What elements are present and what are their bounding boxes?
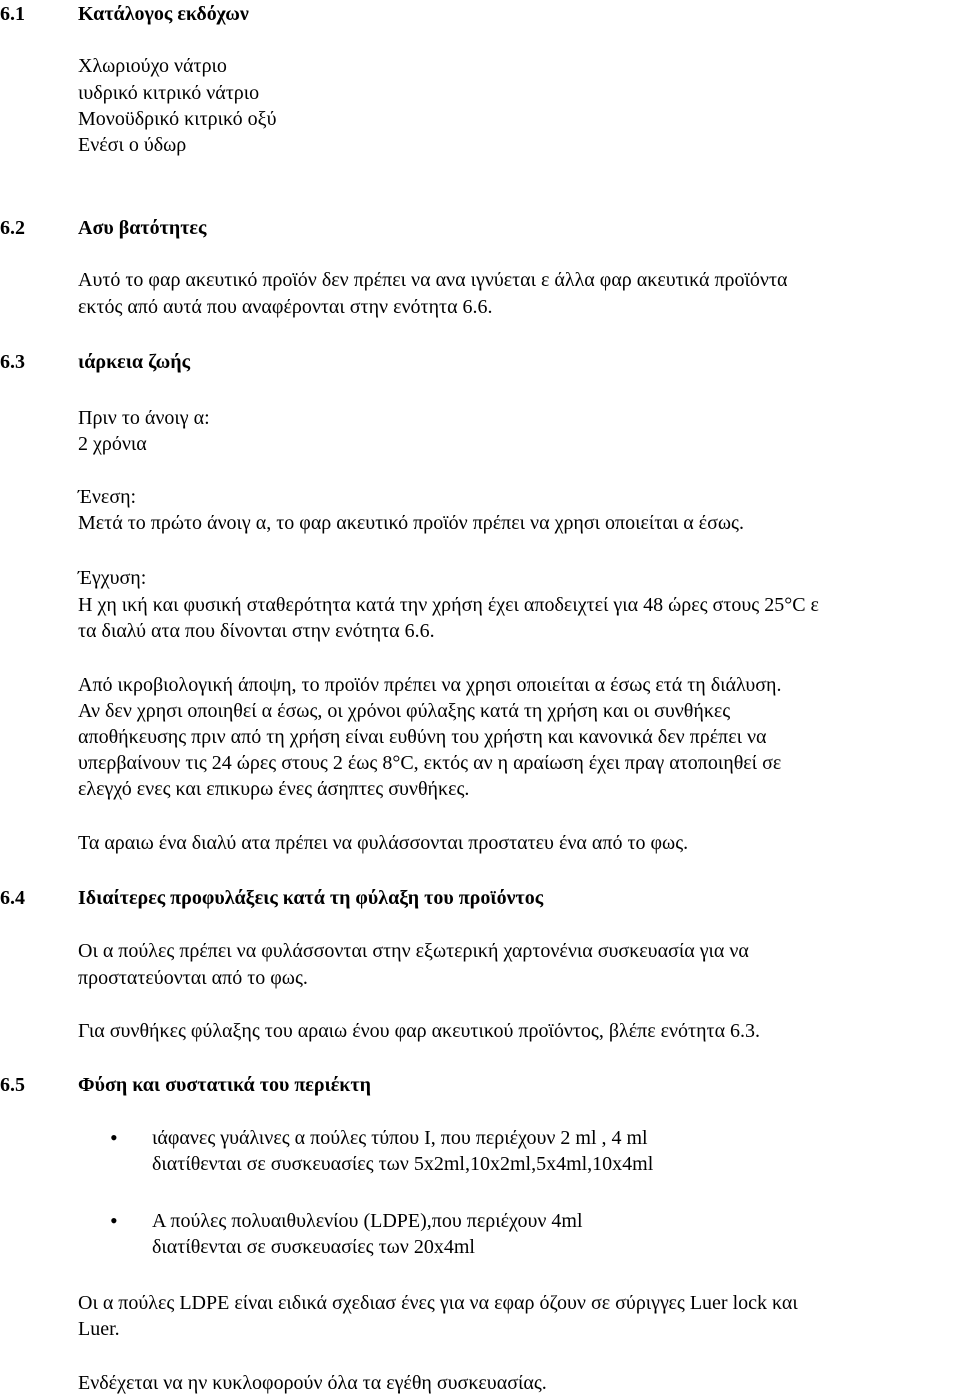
paragraph-line: Αυτό το φαρ ακευτικό προϊόν δεν πρέπει να ανα ιγνύεται ε άλλα φαρ ακευτικά προϊόντα — [78, 269, 788, 291]
injection-text: Μετά το πρώτο άνοιγ α, το φαρ ακευτικό προϊόν πρέπει να χρησι οποιείται α έσως. — [78, 512, 744, 534]
excipient-item: Ενέσι ο ύδωρ — [78, 134, 187, 156]
section-title: Φύση και συστατικά του περιέκτη — [78, 1074, 371, 1096]
excipient-item: Χλωριούχο νάτριο — [78, 55, 227, 77]
list-item: ιάφανες γυάλινες α πούλες τύπου Ι, που περιέχουν 2 ml , 4 ml — [152, 1127, 648, 1149]
section-title: Ασυ βατότητες — [78, 217, 207, 239]
paragraph-line: εκτός από αυτά που αναφέρονται στην ενότητα 6.6. — [78, 296, 493, 318]
section-number: 6.1 — [0, 3, 25, 25]
paragraph-line: Τα αραιω ένα διαλύ ατα πρέπει να φυλάσσονται προστατευ ένα από το φως. — [78, 832, 689, 854]
infusion-label: Έγχυση: — [78, 567, 147, 589]
section-number: 6.4 — [0, 887, 25, 909]
bullet-icon: • — [110, 1208, 118, 1233]
paragraph-line: προστατεύονται από το φως. — [78, 967, 308, 989]
bullet-icon: • — [110, 1125, 118, 1150]
before-opening-label: Πριν το άνοιγ α: — [78, 407, 210, 429]
paragraph-line: Οι α πούλες πρέπει να φυλάσσονται στην εξωτερική χαρτονένια συσκευασία για να — [78, 940, 749, 962]
excipient-item: ιυδρικό κιτρικό νάτριο — [78, 82, 260, 104]
excipient-item: Μονοϋδρικό κιτρικό οξύ — [78, 108, 277, 130]
paragraph-line: τα διαλύ ατα που δίνονται στην ενότητα 6.6. — [78, 620, 435, 642]
section-number: 6.2 — [0, 217, 25, 239]
list-item: διατίθενται σε συσκευασίες των 5x2ml,10x2ml,5x4ml,10x4ml — [152, 1153, 654, 1175]
section-title: ιάρκεια ζωής — [78, 351, 191, 373]
section-number: 6.5 — [0, 1074, 25, 1096]
list-item: διατίθενται σε συσκευασίες των 20x4ml — [152, 1236, 475, 1258]
paragraph-line: Luer. — [78, 1318, 120, 1340]
paragraph-line: Αν δεν χρησι οποιηθεί α έσως, οι χρόνοι φύλαξης κατά τη χρήση και οι συνθήκες — [78, 700, 731, 722]
paragraph-line: Η χη ική και φυσική σταθερότητα κατά την χρήση έχει αποδειχτεί για 48 ώρες στους 25°C ε — [78, 594, 819, 616]
paragraph-line: Από ικροβιολογική άποψη, το προϊόν πρέπει να χρησι οποιείται α έσως ετά τη διάλυση. — [78, 674, 782, 696]
section-title: Ιδιαίτερες προφυλάξεις κατά τη φύλαξη του προϊόντος — [78, 887, 544, 909]
paragraph-line: υπερβαίνουν τις 24 ώρες στους 2 έως 8°C, εκτός αν η αραίωση έχει πραγ ατοποιηθεί σε — [78, 752, 782, 774]
injection-label: Ένεση: — [78, 486, 137, 508]
before-opening-value: 2 χρόνια — [78, 433, 147, 455]
paragraph-line: Για συνθήκες φύλαξης του αραιω ένου φαρ ακευτικού προϊόντος, βλέπε ενότητα 6.3. — [78, 1020, 761, 1042]
section-title: Κατάλογος εκδόχων — [78, 3, 249, 25]
paragraph-line: Ενδέχεται να ην κυκλοφορούν όλα τα εγέθη συσκευασίας. — [78, 1372, 547, 1394]
list-item: Α πούλες πολυαιθυλενίου (LDPE),που περιέχουν 4ml — [152, 1210, 583, 1232]
section-number: 6.3 — [0, 351, 25, 373]
paragraph-line: Οι α πούλες LDPE είναι ειδικά σχεδιασ ένες για να εφαρ όζουν σε σύριγγες Luer lock και — [78, 1292, 798, 1314]
paragraph-line: ελεγχό ενες και επικυρω ένες άσηπτες συνθήκες. — [78, 778, 470, 800]
paragraph-line: αποθήκευσης πριν από τη χρήση είναι ευθύνη του χρήστη και κανονικά δεν πρέπει να — [78, 726, 767, 748]
